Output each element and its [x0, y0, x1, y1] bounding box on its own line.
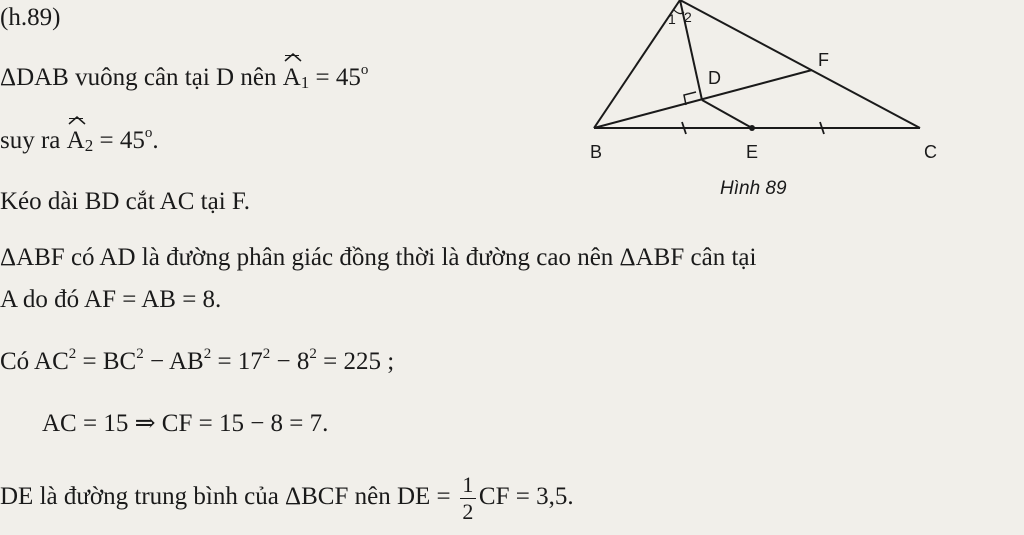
- statement-line-4: ΔABF có AD là đường phân giác đồng thời là đường cao nên ΔABF cân tại: [0, 244, 757, 271]
- figure-caption: Hình 89: [720, 178, 787, 199]
- statement-line-6: Có $AC^2 = BC^2 - AB^2 = 17^2 - 8^2 = 225$ ;: [0, 346, 395, 375]
- statement-line-5: A do đó AF = AB = 8.: [0, 286, 222, 313]
- label-c: C: [924, 142, 937, 162]
- statement-line-7: AC = 15 ⇒ CF = 15 − 8 = 7.: [42, 410, 329, 437]
- angle-a2: A: [67, 127, 85, 155]
- statement-line-3: Kéo dài BD cắt AC tại F.: [0, 188, 251, 215]
- label-f: F: [818, 50, 829, 70]
- angle-label-2: 2: [684, 9, 692, 25]
- label-d: D: [708, 68, 721, 88]
- label-e: E: [746, 142, 759, 162]
- segment-de: [702, 100, 752, 128]
- angle-label-1: 1: [668, 11, 676, 27]
- fraction-one-half: $\frac{1}{2}$: [460, 474, 476, 523]
- statement-line-8: DE là đường trung bình của ΔBCF nên DE = $\frac{1}{2}$ CF = 3,5.: [0, 472, 574, 524]
- statement-line-1: ΔDAB vuông cân tại D nên $A1 = 45^o$: [0, 62, 368, 93]
- header-label: (h.89): [0, 4, 61, 31]
- point-e: [749, 125, 755, 131]
- label-b: B: [590, 142, 603, 162]
- angle-a1: A: [283, 64, 301, 92]
- statement-line-2: suy ra $A2 = 45^o$.: [0, 125, 159, 156]
